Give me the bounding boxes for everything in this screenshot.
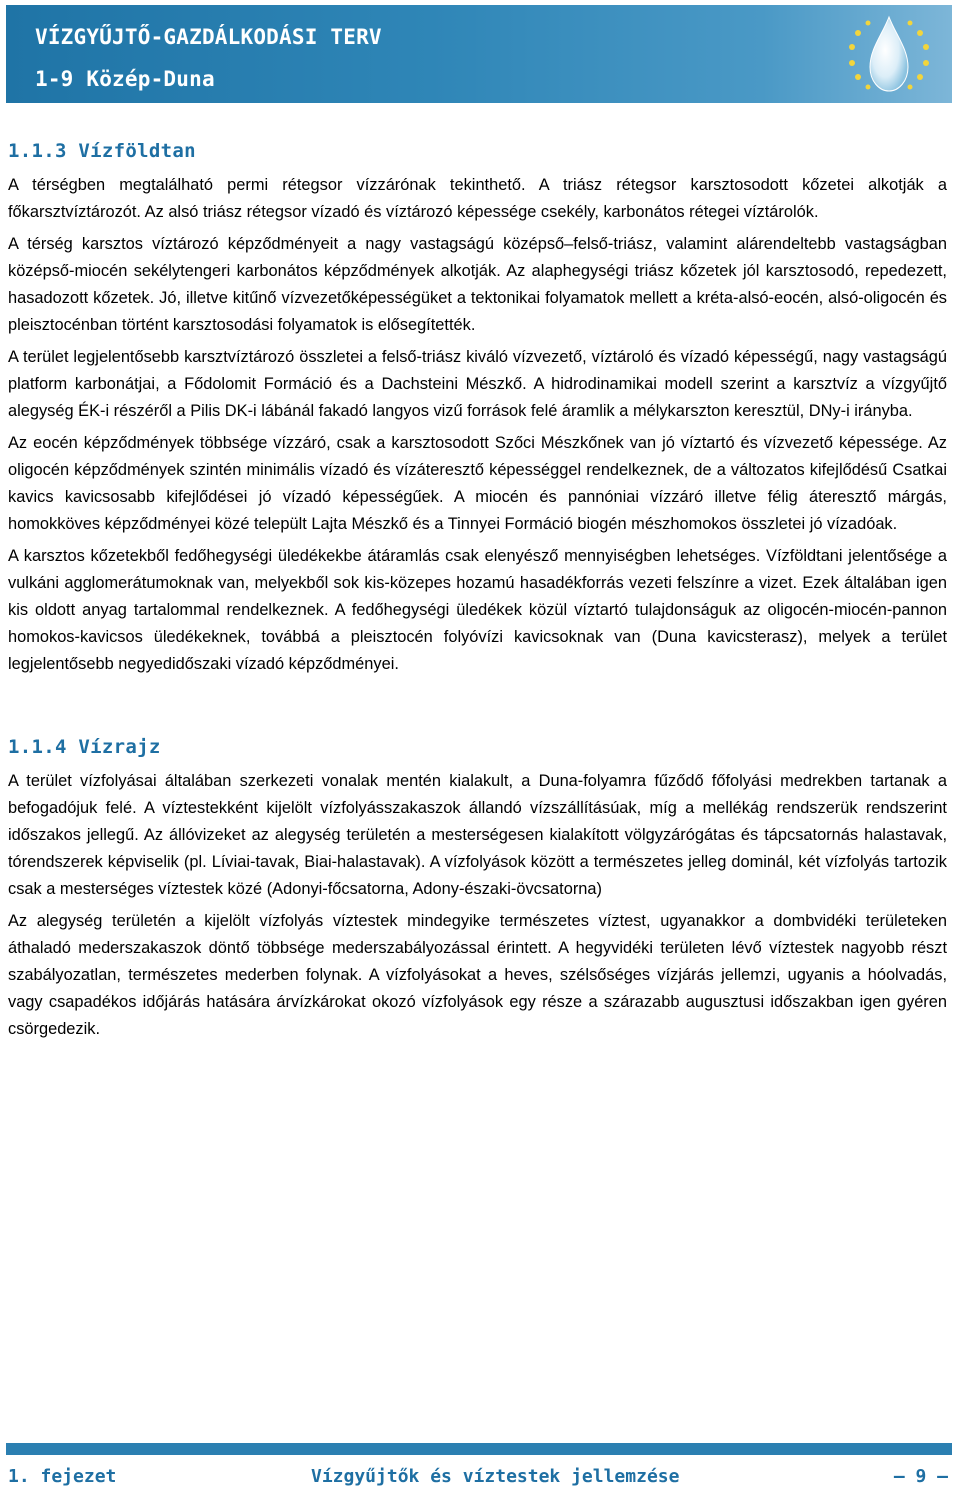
page-number: — 9 — [893,1466,948,1487]
paragraph: A terület legjelentősebb karsztvíztározó összletei a felső-triász kiváló vízvezető, víztároló és vízadó képességű, nagy vastagságú platform karbonátjai, a Fődolomit Formáció és a Dachsteini Mészkő. A hidrodinamikai modell szerint a karsztvíz a vízgyűjtő alegység ÉK-i részéről a Pilis DK-i lábánál fakadó langyos vizű források felé áramlik a mélykarszton keresztül, DNy-i irányba. [8,348,947,420]
paragraph: A térségben megtalálható permi rétegsor vízzárónak tekinthető. A triász rétegsor karsztosodott kőzetei alkotják a főkarsztvíztározót. Az alsó triász rétegsor vízadó és víztározó képessége csekély, karbonátos rétegei víztárolók. [8,176,947,221]
main-content [8,140,947,1043]
document-header [6,5,952,103]
paragraph: A térség karsztos víztározó képződményeit a nagy vastagságú középső–felső-triász, valamint alárendeltebb vastagságban középső-miocén sekélytengeri karbonátos képződmények alkotják. Az alaphegységi triász kőzetek jól karsztosodó, repedezett, hasadozott kőzetek. Jó, illetve kitűnő vízvezetőképességüket a tektonikai folyamatok mellett a kréta-alsó-eocén, alsó-oligocén és pleisztocénban történt karsztosodási folyamatok is elősegítették. [8,235,947,334]
footer-divider [6,1443,952,1455]
paragraph: A karsztos kőzetekből fedőhegységi üledékekbe átáramlás csak elenyésző mennyiségben lehetséges. Vízföldtani jelentősége a vulkáni agglomerátumoknak van, melyekből sok kis-közepes hozamú hasadékforrás vezeti felszínre a vizet. Ezek általában igen kis oldott anyag tartalommal rendelkeznek. A fedőhegységi üledékek közül víztartó tulajdonságuk az oligocén-miocén-pannon homokos-kavicsos üledékeknek, továbbá a pleisztocén folyóvízi kavicsoknak van (Duna kavicsterasz), melyek a terület legjelentősebb negyedidőszaki vízadó képződményei. [8,547,947,673]
paragraph: Az eocén képződmények többsége vízzáró, csak a karsztosodott Szőci Mészkőnek van jó víztartó és vízvezető képessége. Az oligocén képződmények szintén minimális vízadó és vízáteresztő képességgel rendelkeznek, de a változatos kifejlődésű Csatkai kavics kavicsosabb kifejlődései jó vízadó képességűek. A miocén és pannóniai vízzáró illetve félig áteresztő márgás, homokköves képződményei közé települt Lajta Mészkő és a Tinnyei Formáció biogén mészhomokos összletei jó vízadóak. [8,434,947,533]
document-footer [8,1463,948,1491]
section-heading-vizfoldtan: 1.1.3 Vízföldtan [8,140,196,162]
paragraph: A terület vízfolyásai általában szerkezeti vonalak mentén kialakult, a Duna-folyamra fűződő főfolyási medrekben tartanak a befogadójuk felé. A víztestekként kijelölt vízfolyásszakaszok állandó vízszállításúak, míg a mellékág rendszerük rendszerint időszakos jellegű. Az állóvizeket az alegység területén a mesterségesen kialakított völgyzárógátas és tápcsatornás halastavak, tórendszerek képviselik (pl. Líviai-tavak, Biai-halastavak). A vízfolyások között a természetes jelleg dominál, két vízfolyás tartozik csak a mesterséges víztestek közé (Adonyi-főcsatorna, Adony-északi-övcsatorna) [8,772,947,898]
section-heading-vizrajz: 1.1.4 Vízrajz [8,736,161,758]
header-subtitle: 1-9 Közép-Duna [35,67,215,91]
footer-title: Vízgyűjtők és víztestek jellemzése [311,1466,680,1487]
paragraph: Az alegység területén a kijelölt vízfolyás víztestek mindegyike természetes víztest, ugyanakkor a dombvidéki területeken áthaladó mederszakaszok döntő többsége mederszabályozással érintett. A hegyvidéki területen lévő víztestek nagyobb részt szabályozatlan, természetes mederben folynak. A vízfolyásokat a heves, szélsőséges vízjárás jellemzi, ugyanis a hóolvadás, vagy csapadékos időjárás hatására árvízkárokat okozó vízfolyások egy része a szárazabb augusztusi időszakban igen gyéren csörgedezik. [8,912,947,1038]
water-drop-eu-stars-logo-icon [840,11,938,99]
footer-chapter: 1. fejezet [8,1466,117,1487]
header-title: VÍZGYŰJTŐ-GAZDÁLKODÁSI TERV [35,25,382,49]
